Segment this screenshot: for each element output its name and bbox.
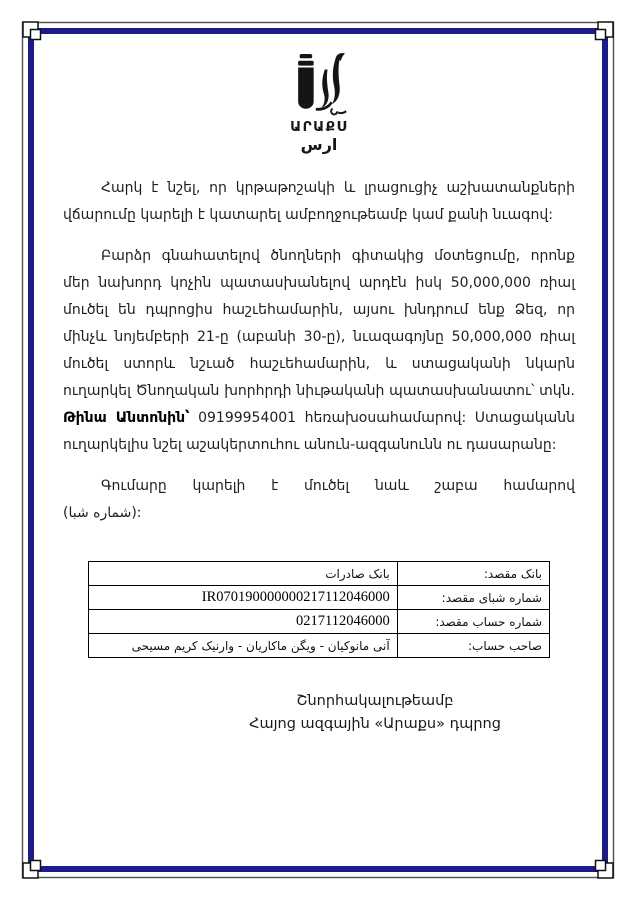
table-row-account-holder (89, 634, 550, 658)
contact-person-name: Թինա Անտոնին՝ (63, 410, 190, 426)
p2-text-before: Բարձր գնահատելով ծնողների գիտակից մօտեցումը, որոնք մեր նախորդ կոչին պատասխանելով արդէն իսկ 50,000,000 ռիալ մուծել են դպրոցիս հաշւեհամարին, այսու խնդրում ենք Ձեզ, որ մինչև նոյեմբերի 21-ը (աբանի 30-ը), նւազագոյնը 50,000,000 ռիալ մուծել ստորև նշւած հաշւեհամարին, և ստացականի նկարն ուղարկել Ծնողական խորհրդի նիւթականի պատասխանատու՝ տկն. (63, 248, 575, 399)
paragraph-payment-instructions (63, 243, 575, 459)
account-holder-value: آنی مانوکیان - ویگن ماکاریان - وارنیک کریم مسیحی (89, 634, 398, 658)
paragraph-intro (63, 175, 575, 229)
document-content (63, 52, 575, 736)
sheba-number-value: IR070190000000217112046000 (89, 586, 398, 610)
table-row-destination-bank (89, 562, 550, 586)
account-number-value: 0217112046000 (89, 610, 398, 634)
signature-block (249, 690, 501, 736)
bank-details-table (88, 561, 550, 658)
logo-arabic-name: ارس (300, 135, 338, 154)
signature-closing: Շնորհակալութեամբ (296, 693, 454, 709)
account-holder-label: صاحب حساب: (397, 634, 549, 658)
destination-bank-label: بانک مقصد: (397, 562, 549, 586)
table-row-sheba-number (89, 586, 550, 610)
logo-wordmark: ԱՐԱՔՍ (290, 119, 348, 135)
destination-bank-value: بانک صادرات (89, 562, 398, 586)
account-number-label: شماره حساب مقصد: (397, 610, 549, 634)
sheba-note-line1: Գումարը կարելի է մուծել նաև շաբա համարով (101, 478, 575, 494)
signature-school-name: Հայոց ազգային «Արաքս» դպրոց (249, 716, 501, 732)
araks-emblem-icon (287, 52, 351, 118)
table-row-account-number (89, 610, 550, 634)
sheba-number-label: شماره شبای مقصد: (397, 586, 549, 610)
p2-text-after: 09199954001 հեռախօսահամարով: Ստացականն ուղարկելիս նշել աշակերտուհու անուն-ազգանունն ու դասարանը: (63, 410, 575, 453)
school-logo (63, 52, 575, 155)
paragraph-intro-text: Հարկ է նշել, որ կրթաթոշակի և լրացուցիչ աշխատանքների վճարումը կարելի է կատարել ամբողջութեամբ կամ քանի նւագով: (63, 180, 575, 223)
paragraph-sheba-note (63, 473, 575, 527)
sheba-note-line2: (شماره شبا): (63, 505, 142, 521)
